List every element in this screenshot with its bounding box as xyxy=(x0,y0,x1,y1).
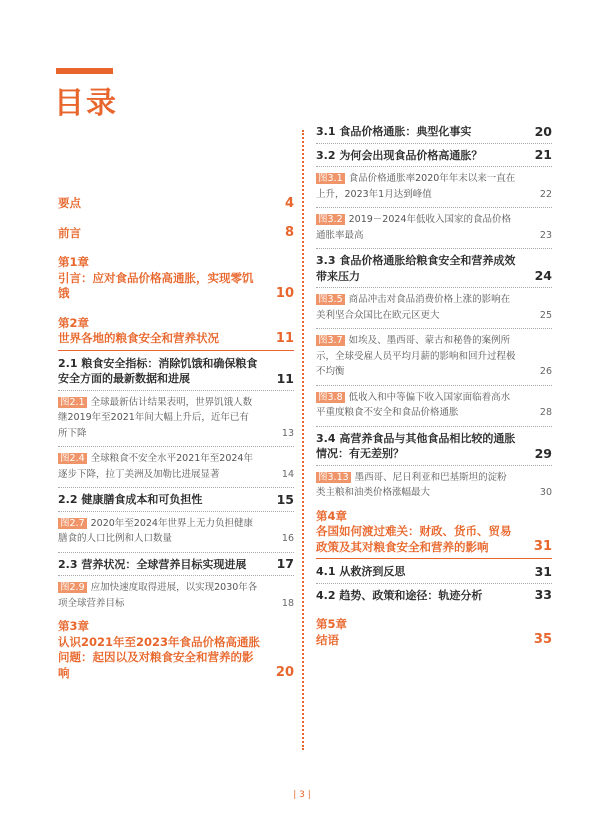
toc-entry-chapter-1[interactable] xyxy=(58,255,294,302)
toc-entry-foreword[interactable]: 前言 8 xyxy=(58,225,294,240)
column-divider xyxy=(302,130,304,750)
page-ref: 11 xyxy=(276,370,294,386)
page-ref: 10 xyxy=(275,285,294,301)
page-ref: 28 xyxy=(539,407,552,418)
page-ref: 22 xyxy=(539,188,552,200)
toc-entry-section-2-1[interactable]: 2.1 粮食安全指标：消除饥饿和确保粮食安全方面的最新数据和进展 11 xyxy=(58,356,294,386)
chapter-label: 第3章 xyxy=(58,619,90,633)
figure-tag: 图3.1 xyxy=(318,173,343,184)
figure-tag: 图3.5 xyxy=(318,294,343,305)
page-ref: 20 xyxy=(275,665,294,680)
chapter-label: 第4章 xyxy=(316,508,348,523)
page-ref: 4 xyxy=(284,195,294,211)
toc-entry-key-messages[interactable]: 要点 4 xyxy=(58,195,294,211)
page-ref: 21 xyxy=(534,147,552,162)
figure-tag: 图3.2 xyxy=(318,214,343,225)
toc-entry-figure-3-7[interactable]: 图3.7 如埃及、墨西哥、蒙古和秘鲁的案例所示，全球受雇人员平均月薪的影响和回升过程极不均衡 26 xyxy=(316,333,552,382)
toc-entry-figure-3-1[interactable]: 图3.1 食品价格通胀率2020年年末以来一直在上升，2023年1月达到峰值 22 xyxy=(316,171,552,204)
toc-entry-section-3-4[interactable]: 3.4 高营养食品与其他食品相比较的通胀情况：有无差别？ 29 xyxy=(316,431,552,461)
toc-entry-figure-3-2[interactable]: 图3.2 2019－2024年低收入国家的食品价格通胀率最高 23 xyxy=(316,212,552,245)
toc-entry-section-4-2[interactable]: 4.2 趋势、政策和途径：轨迹分析 33 xyxy=(316,587,552,602)
toc-entry-chapter-2[interactable] xyxy=(58,316,294,347)
toc-right-column xyxy=(316,124,552,648)
figure-tag: 图2.1 xyxy=(60,396,85,408)
toc-entry-section-3-2[interactable]: 3.2 为何会出现食品价格高通胀？ 21 xyxy=(316,147,552,162)
toc-entry-section-3-1[interactable]: 3.1 食品价格通胀：典型化事实 20 xyxy=(316,123,552,139)
page-ref: 30 xyxy=(539,487,552,498)
page-ref: 13 xyxy=(281,427,294,439)
page-ref: 35 xyxy=(533,632,552,647)
page-ref: 29 xyxy=(534,445,552,461)
chapter-title: 结语 xyxy=(316,632,339,647)
figure-tag: 图3.8 xyxy=(318,391,343,403)
figure-tag: 图2.7 xyxy=(60,517,85,529)
chapter-title: 引言：应对食品价格高通胀，实现零饥饿 xyxy=(58,270,254,300)
toc-entry-chapter-4[interactable] xyxy=(316,509,552,556)
figure-tag: 图3.13 xyxy=(318,471,349,483)
page-ref: 31 xyxy=(533,539,552,554)
title-accent-bar xyxy=(56,68,113,74)
toc-entry-section-2-2[interactable]: 2.2 健康膳食成本和可负担性 15 xyxy=(58,491,294,507)
chapter-title: 认识2021年至2023年食品价格高通胀问题：起因以及对粮食安全和营养的影响 xyxy=(58,634,261,680)
toc-entry-section-3-3[interactable]: 3.3 食品价格通胀给粮食安全和营养成效带来压力 24 xyxy=(316,254,552,283)
toc-entry-figure-3-8[interactable]: 图3.8 低收入和中等偏下收入国家面临着高水平重度粮食不安全和食品价格通胀 28 xyxy=(316,390,552,423)
page-ref: 8 xyxy=(284,225,294,240)
toc-entry-figure-2-1[interactable]: 图2.1 全球最新估计结果表明，世界饥饿人数继2019年至2021年间大幅上升后，近年已有所下降 13 xyxy=(58,395,294,444)
chapter-title: 世界各地的粮食安全和营养状况 xyxy=(58,331,219,345)
page-ref: 17 xyxy=(276,556,294,571)
toc-entry-chapter-3[interactable] xyxy=(58,619,294,681)
page-ref: 26 xyxy=(539,366,552,377)
toc-entry-figure-3-5[interactable]: 图3.5 商品冲击对食品消费价格上涨的影响在美利坚合众国比在欧元区更大 25 xyxy=(316,292,552,325)
chapter-label: 第5章 xyxy=(316,617,348,631)
page-ref: 15 xyxy=(276,491,294,507)
page-ref: 11 xyxy=(275,330,294,346)
figure-tag: 图2.9 xyxy=(60,582,85,593)
toc-left-column xyxy=(58,196,294,681)
page-ref: 33 xyxy=(534,587,552,602)
toc-entry-figure-2-9[interactable]: 图2.9 应加快速度取得进展，以实现2030年各项全球营养目标 18 xyxy=(58,580,294,613)
chapter-label: 第2章 xyxy=(58,315,90,330)
page-ref: 23 xyxy=(539,229,552,241)
page-ref: 25 xyxy=(539,309,552,321)
toc-entry-figure-2-7[interactable]: 图2.7 2020年至2024年世界上无力负担健康膳食的人口比例和人口数量 16 xyxy=(58,516,294,549)
toc-entry-chapter-5[interactable] xyxy=(316,617,552,648)
page-ref: 31 xyxy=(534,563,552,579)
figure-tag: 图2.4 xyxy=(60,453,85,464)
toc-entry-section-4-1[interactable]: 4.1 从救济到反思 31 xyxy=(316,563,552,579)
page-title: 目录 xyxy=(54,86,118,121)
page-ref: 18 xyxy=(281,597,294,609)
toc-entry-figure-3-13[interactable]: 图3.13 墨西哥、尼日利亚和巴基斯坦的淀粉类主粮和油类价格涨幅最大 30 xyxy=(316,470,552,503)
toc-entry-section-2-3[interactable]: 2.3 营养状况：全球营养目标实现进展 17 xyxy=(58,556,294,571)
toc-entry-figure-2-4[interactable]: 图2.4 全球粮食不安全水平2021年至2024年逐步下降，拉丁美洲及加勒比进展显著 14 xyxy=(58,451,294,484)
page-number: | 3 | xyxy=(293,790,311,800)
figure-tag: 图3.7 xyxy=(318,335,343,346)
page-ref: 16 xyxy=(281,533,294,544)
page-ref: 20 xyxy=(534,123,552,139)
page-ref: 14 xyxy=(281,468,294,480)
chapter-title: 各国如何渡过难关：财政、货币、贸易政策及其对粮食安全和营养的影响 xyxy=(316,524,512,554)
chapter-label: 第1章 xyxy=(58,255,90,269)
page-ref: 24 xyxy=(534,268,552,283)
